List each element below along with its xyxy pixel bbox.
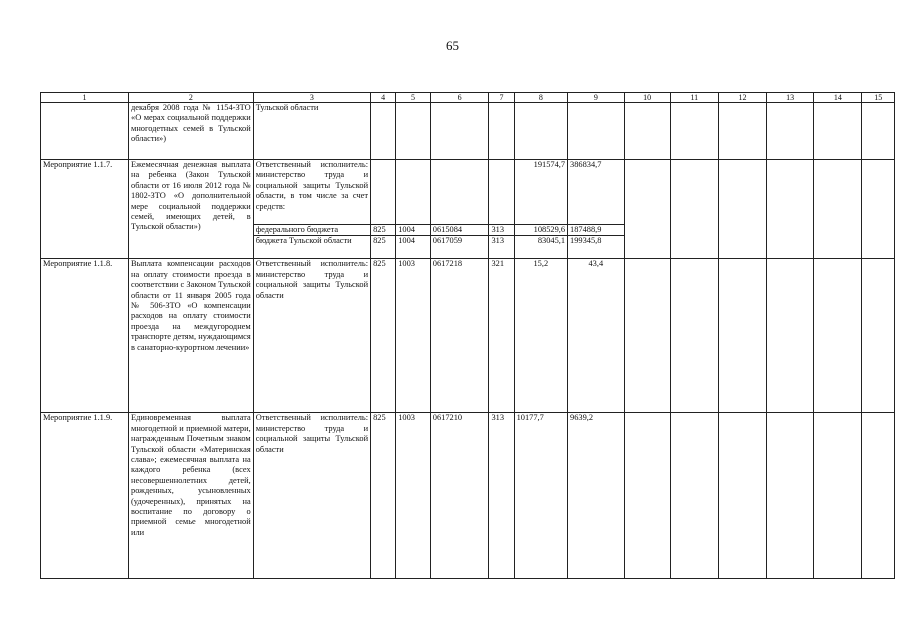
amount-col-9: 386834,7 (568, 160, 625, 225)
funding-source: федерального бюджета (253, 225, 370, 236)
header-row (41, 93, 895, 103)
continuation-responsible: Тульской области (253, 103, 370, 160)
code-grbs: 825 (371, 259, 396, 413)
code-csr: 0617059 (430, 236, 489, 259)
table-row (41, 103, 895, 160)
code-rzpr: 1003 (396, 413, 431, 579)
amount-col-9: 199345,8 (568, 236, 625, 259)
code-vr: 313 (489, 236, 514, 259)
code-grbs: 825 (371, 413, 396, 579)
continuation-description: декабря 2008 года № 1154-ЗТО «О мерах социальной поддержки многодетных семей в Тульской области») (129, 103, 254, 160)
code-vr: 313 (489, 225, 514, 236)
table-row (41, 259, 895, 413)
amount-col-8: 10177,7 (514, 413, 567, 579)
header-col-9: 9 (568, 93, 625, 103)
measure-responsible: Ответственный исполнитель: министерство труда и социальной защиты Тульской области, в том числе за счет средств: (253, 160, 370, 225)
header-col-13: 13 (767, 93, 814, 103)
header-col-5: 5 (396, 93, 431, 103)
header-col-11: 11 (670, 93, 718, 103)
page-number: 65 (446, 38, 459, 53)
amount-col-8: 108529,6 (514, 225, 567, 236)
program-table (40, 92, 895, 579)
code-rzpr: 1003 (396, 259, 431, 413)
amount-col-9: 9639,2 (568, 413, 625, 579)
code-grbs: 825 (371, 225, 396, 236)
measure-responsible: Ответственный исполнитель: министерство труда и социальной защиты Тульской области (253, 413, 370, 579)
header-col-8: 8 (514, 93, 567, 103)
code-csr: 0617218 (430, 259, 489, 413)
funding-source: бюджета Тульской области (253, 236, 370, 259)
code-vr: 313 (489, 413, 514, 579)
table-row (41, 160, 895, 225)
measure-description: Единовременная выплата многодетной и приемной матери, награжденным Почетным знаком Тульской области «Материнская слава»; ежемесячная выплата на каждого ребенка (всех несовершеннолетних детей, рожденных, усыновленных (удочеренных), принятых на воспитание по договору о приемной семье многодетной или (129, 413, 254, 579)
measure-label: Мероприятие 1.1.7. (41, 160, 129, 259)
header-col-1: 1 (41, 93, 129, 103)
code-csr: 0615084 (430, 225, 489, 236)
measure-description: Выплата компенсации расходов на оплату стоимости проезда в соответствии с Законом Тульской области от 11 января 2005 года № 506-ЗТО «О компенсации расходов на оплату стоимости проезда на междугороднем транспорте детям, нуждающимся в санаторно-курортном лечении» (129, 259, 254, 413)
header-col-14: 14 (814, 93, 862, 103)
measure-description: Ежемесячная денежная выплата на ребенка (Закон Тульской области от 16 июля 2012 года № 1802-ЗТО «О дополнительной мере социальной поддержки семей, имеющих детей, в Тульской области») (129, 160, 254, 259)
code-rzpr: 1004 (396, 225, 431, 236)
amount-col-8: 191574,7 (514, 160, 567, 225)
header-col-12: 12 (718, 93, 766, 103)
measure-label: Мероприятие 1.1.9. (41, 413, 129, 579)
header-col-7: 7 (489, 93, 514, 103)
amount-col-8: 15,2 (514, 259, 567, 413)
header-col-6: 6 (430, 93, 489, 103)
amount-col-8: 83045,1 (514, 236, 567, 259)
amount-col-9: 187488,9 (568, 225, 625, 236)
code-csr: 0617210 (430, 413, 489, 579)
header-col-3: 3 (253, 93, 370, 103)
header-col-10: 10 (624, 93, 670, 103)
table-row (41, 413, 895, 579)
code-vr: 321 (489, 259, 514, 413)
measure-responsible: Ответственный исполнитель: министерство труда и социальной защиты Тульской области (253, 259, 370, 413)
amount-col-9: 43,4 (568, 259, 625, 413)
header-col-4: 4 (371, 93, 396, 103)
header-col-15: 15 (862, 93, 895, 103)
cell-empty (41, 103, 129, 160)
code-grbs: 825 (371, 236, 396, 259)
header-col-2: 2 (129, 93, 254, 103)
measure-label: Мероприятие 1.1.8. (41, 259, 129, 413)
code-rzpr: 1004 (396, 236, 431, 259)
